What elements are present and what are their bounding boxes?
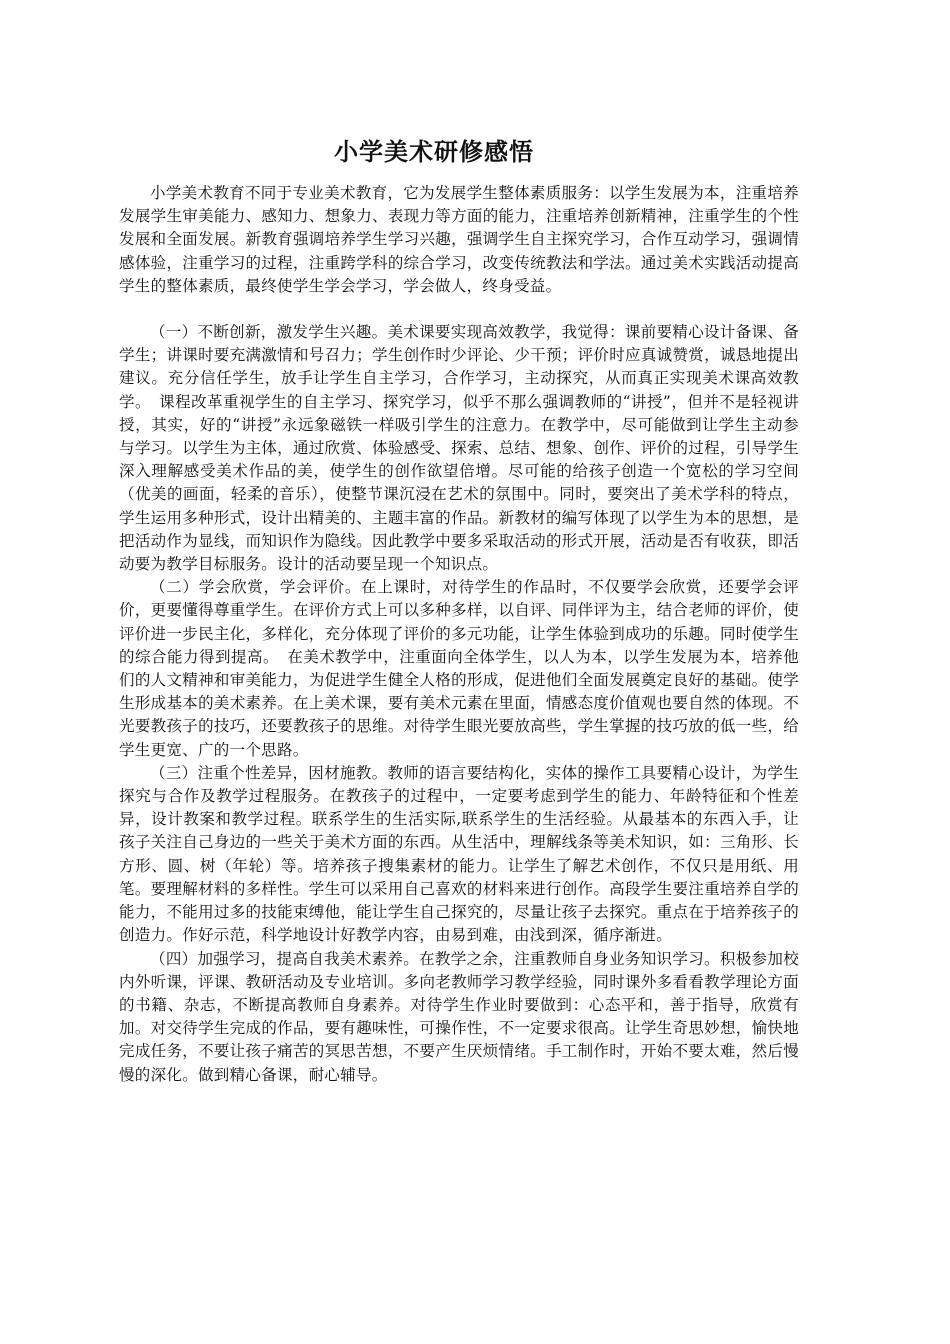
section-1-paragraph: （一）不断创新，激发学生兴趣。美术课要实现高效教学，我觉得：课前要精心设计备课、备学生；讲课时要充满激情和号召力；学生创作时少评论、少干预；评价时应真诚赞赏，诚恳地提出建议。充分信任学生，放手让学生自主学习，合作学习，主动探究，从而真正实现美术课高效教学。 课程改革重视学生的自主学习、探究学习，似乎不那么强调教师的“讲授”，但并不是轻视讲授，其实，好的“讲授”永远象磁铁一样吸引学生的注意力。在教学中，尽可能做到让学生主动参与学习。以学生为主体，通过欣赏、体验感受、探索、总结、想象、创作、评价的过程，引导学生深入理解感受美术作品的美，使学生的创作欲望倍增。尽可能的给孩子创造一个宽松的学习空间（优美的画面，轻柔的音乐），使整节课沉浸在艺术的氛围中。同时，要突出了美术学科的特点，学生运用多种形式，设计出精美的、主题丰富的作品。新教材的编写体现了以学生为本的思想，是把活动作为显线，而知识作为隐线。因此教学中要多采取活动的形式开展，活动是否有收获，即活动要为教学目标服务。设计的活动要呈现一个知识点。 (119, 323, 799, 574)
paragraph-gap (119, 298, 799, 321)
document-page (119, 132, 799, 1087)
document-title: 小学美术研修感悟 (334, 138, 534, 166)
intro-paragraph: 小学美术教育不同于专业美术教育，它为发展学生整体素质服务：以学生发展为本，注重培养发展学生审美能力、感知力、想象力、表现力等方面的能力，注重培养创新精神，注重学生的个性发展和全面发展。新教育强调培养学生学习兴趣，强调学生自主探究学习，合作互动学习，强调情感体验，注重学习的过程，注重跨学科的综合学习，改变传统教法和学法。通过美术实践活动提高学生的整体素质，最终使学生学会学习，学会做人，终身受益。 (119, 184, 799, 295)
section-3-paragraph: （三）注重个性差异，因材施教。教师的语言要结构化，实体的操作工具要精心设计，为学生探究与合作及教学过程服务。在教孩子的过程中，一定要考虑到学生的能力、年龄特征和个性差异，设计教案和教学过程。联系学生的生活实际,联系学生的生活经验。从最基本的东西入手，让孩子关注自己身边的一些关于美术方面的东西。从生活中，理解线条等美术知识，如：三角形、长方形、圆、树（年轮）等。培养孩子搜集素材的能力。让学生了解艺术创作，不仅只是用纸、用笔。要理解材料的多样性。学生可以采用自己喜欢的材料来进行创作。高段学生要注重培养自学的能力，不能用过多的技能束缚他，能让学生自己探究的，尽量让孩子去探究。重点在于培养孩子的创造力。作好示范，科学地设计好教学内容，由易到难，由浅到深，循序渐进。 (119, 763, 799, 945)
section-4-paragraph: （四）加强学习，提高自我美术素养。在教学之余，注重教师自身业务知识学习。积极参加校内外听课，评课、教研活动及专业培训。多向老教师学习教学经验，同时课外多看看教学理论方面的书籍、杂志，不断提高教师自身素养。对待学生作业时要做到：心态平和，善于指导，欣赏有加。对交待学生完成的作品，要有趣味性，可操作性，不一定要求很高。让学生奇思妙想，愉快地完成任务，不要让孩子痛苦的冥思苦想，不要产生厌烦情绪。手工制作时，开始不要太难，然后慢慢的深化。做到精心备课，耐心辅导。 (119, 949, 799, 1084)
section-2-paragraph: （二）学会欣赏，学会评价。在上课时，对待学生的作品时，不仅要学会欣赏，还要学会评价，更要懂得尊重学生。在评价方式上可以多种多样，以自评、同伴评为主，结合老师的评价，使评价进一步民主化，多样化，充分体现了评价的多元功能，让学生体验到成功的乐趣。同时使学生的综合能力得到提高。 在美术教学中，注重面向全体学生，以人为本，以学生发展为本，培养他们的人文精神和审美能力，为促进学生健全人格的形成，促进他们全面发展奠定良好的基础。使学生形成基本的美术素养。在上美术课，要有美术元素在里面，情感态度价值观也要自然的体现。不光要教孩子的技巧，还要教孩子的思维。对待学生眼光要放高些，学生掌握的技巧放的低一些，给学生更宽、广的一个思路。 (119, 578, 799, 759)
